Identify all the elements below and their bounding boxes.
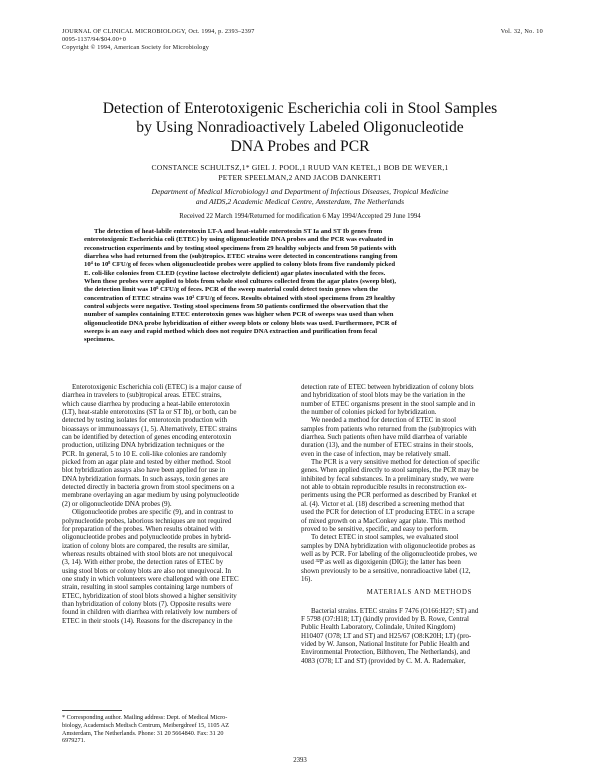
footnote-divider xyxy=(62,710,122,711)
body-line: for preparation of the probes. When results obtained with xyxy=(62,524,223,533)
authors-line: PETER SPEELMAN,2 AND JACOB DANKERT1 xyxy=(218,173,382,182)
affiliations xyxy=(60,187,540,207)
body-line: the number of colonies picked for hybridization. xyxy=(301,408,437,417)
methods-line: Environmental Protection, Bilthoven, The Netherlands), and xyxy=(301,648,470,657)
body-line: found in children with diarrhea with relatively low numbers of xyxy=(62,608,238,617)
abstract-line: the detection limit was 10⁶ CFU/g of feces. PCR of the sweep material could detect toxin genes when the xyxy=(84,286,379,294)
body-line: al. (4). Victor et al. (18) described a screening method that xyxy=(301,499,465,508)
body-line: polynucleotide probes, laborious techniques are not required xyxy=(62,516,232,525)
journal-citation: JOURNAL OF CLINICAL MICROBIOLOGY, Oct. 1994, p. 2393–2397 xyxy=(62,28,255,35)
issn-line: 0095-1137/94/$04.00+0 xyxy=(62,36,127,43)
body-line: detected by testing isolates for enterotoxin production with xyxy=(62,416,228,425)
abstract-line: specimens. xyxy=(84,336,115,344)
page-number: 2393 xyxy=(293,757,307,764)
body-line: DNA hybridization formats. In such assays, toxin genes are xyxy=(62,474,229,483)
body-line: blot hybridization assays also have been applied for use in xyxy=(62,466,226,475)
abstract-line: oligonucleotide DNA probe hybridization of either sweep blots or colony blots was used. Furthermore, PCR of xyxy=(84,319,397,327)
abstract xyxy=(84,228,520,345)
body-line: samples by DNA hybridization with oligonucleotide probes as xyxy=(301,541,476,550)
received-dates: Received 22 March 1994/Returned for modification 6 May 1994/Accepted 29 June 1994 xyxy=(179,213,421,220)
affiliation-line: Department of Medical Microbiology1 and Department of Infectious Diseases, Tropical Medicine xyxy=(151,187,449,196)
footnote-line: * Corresponding author. Mailing address: Dept. of Medical Micro- xyxy=(62,714,228,721)
authors-line: CONSTANCE SCHULTSZ,1* GIEL J. POOL,1 RUUD VAN KETEL,1 BOB DE WEVER,1 xyxy=(151,163,449,172)
body-line: oligonucleotide probes and polynucleotide probes in hybrid- xyxy=(62,533,232,542)
body-line: Enterotoxigenic Escherichia coli (ETEC) is a major cause of xyxy=(72,383,242,391)
body-line: and hybridization of stool blots may be the variation in the xyxy=(301,391,466,400)
abstract-line: When these probes were applied to blots from whole stool cultures collected from the agar plates (sweep blot), xyxy=(84,278,397,286)
methods-line: Bacterial strains. ETEC strains F 7476 (O166:H27; ST) and xyxy=(311,606,479,615)
body-line: even in the case of infection, may be relatively small. xyxy=(301,449,451,458)
body-line: inhibited by fecal substances. In a preliminary study, we were xyxy=(301,474,474,483)
abstract-line: The detection of heat-labile enterotoxin LT-A and heat-stable enterotoxin ST Ia and ST Ib genes from xyxy=(94,228,383,235)
abstract-line: concentration of ETEC strains was 10² CFU/g of feces. Results obtained with stool specimens from 29 healthy xyxy=(84,294,396,302)
footnote-line: 6979271. xyxy=(62,737,86,745)
body-line: shown previously to be a sensitive, nonradioactive label (12, xyxy=(301,566,471,575)
body-line: picked from an agar plate and tested by either method. Stool xyxy=(62,458,231,467)
body-line: ETEC, hybridization of stool blots showed a higher sensitivity xyxy=(62,591,237,600)
body-column-right xyxy=(301,383,538,665)
title-line: DNA Probes and PCR xyxy=(230,138,370,155)
body-line: periments using the PCR performed as described by Frankel et xyxy=(301,491,477,500)
body-line: strain, resulting in stool samples containing large numbers of xyxy=(62,583,233,592)
body-line: To detect ETEC in stool samples, we evaluated stool xyxy=(311,533,459,542)
body-line: detection rate of ETEC between hybridization of colony blots xyxy=(301,383,474,391)
abstract-line: control subjects were negative. Testing stool specimens from 50 patients confirmed the observation that the xyxy=(84,303,389,311)
body-line: diarrhea in travelers to (sub)tropical areas. ETEC strains, xyxy=(62,391,222,400)
section-heading: MATERIALS AND METHODS xyxy=(366,589,473,597)
affiliation-line: and AIDS,2 Academic Medical Centre, Amsterdam, The Netherlands xyxy=(195,197,405,206)
body-column-left xyxy=(62,383,299,625)
body-line: well as by PCR. For labeling of the oligonucleotide probes, we xyxy=(301,549,478,558)
methods-line: 4083 (O78; LT and ST) (provided by C. M. A. Rademaker, xyxy=(301,656,466,665)
body-line: samples from patients who returned from the (sub)tropics with xyxy=(301,424,477,433)
body-line: one study in which volunteers were challenged with one ETEC xyxy=(62,574,239,583)
body-line: 16). xyxy=(301,574,313,583)
body-line: not able to obtain reproducible results in reconstruction ex- xyxy=(301,483,467,492)
footnote-line: Amsterdam, The Netherlands. Phone: 31 20 5664840. Fax: 31 20 xyxy=(62,729,224,737)
body-line: can be identified by detection of genes encoding enterotoxin xyxy=(62,433,232,442)
copyright-line: Copyright © 1994, American Society for Microbiology xyxy=(62,44,210,51)
body-line: genes. When applied directly to stool samples, the PCR may be xyxy=(301,466,479,475)
abstract-line: 10⁴ to 10⁸ CFU/g of feces when oligonucleotide probes were applied to colony blots from five randomly picked xyxy=(84,261,396,269)
body-line: using stool blots or colony blots are also not unequivocal. In xyxy=(62,566,231,575)
journal-header xyxy=(62,28,255,52)
body-line: used ³²P as well as digoxigenin (DIG); the latter has been xyxy=(301,558,461,567)
methods-line: vided by W. Janson, National Institute for Public Health and xyxy=(301,639,470,648)
abstract-line: number of samples containing ETEC enterotoxin genes was higher when PCR of sweeps was used than when xyxy=(84,311,394,319)
body-line: Oligonucleotide probes are specific (9), and in contrast to xyxy=(72,508,234,517)
volume-label: Vol. 32, No. 10 xyxy=(500,28,543,35)
author-list xyxy=(60,163,540,183)
abstract-line: reconstruction experiments and by testing stool specimens from 29 healthy subjects and from 50 patients with xyxy=(84,244,397,252)
body-line: than hybridization of colony blots (7). Opposite results were xyxy=(62,599,231,608)
abstract-line: diarrhea who had returned from the (sub)tropics. ETEC strains were detected in concentrations ranging from xyxy=(84,253,398,261)
title-line: by Using Nonradioactively Labeled Oligonucleotide xyxy=(136,119,464,136)
body-line: (2) or oligonucleotide DNA probes (9). xyxy=(62,499,172,508)
body-line: detected directly in bacteria grown from stool specimens on a xyxy=(62,483,235,492)
methods-line: Public Health Laboratory, Colindale, United Kingdom) xyxy=(301,623,456,632)
body-line: diarrhea. Such patients often have mild diarrhea of variable xyxy=(301,433,468,442)
body-line: We needed a method for detection of ETEC in stool xyxy=(311,416,457,425)
body-line: used the PCR for detection of LT producing ETEC in a scrape xyxy=(301,508,475,517)
body-line: membrane overlaying an agar medium by using polynucleotide xyxy=(62,491,240,500)
methods-line: F 5798 (O7:H18; LT) (kindly provided by B. Rowe, Central xyxy=(301,614,469,623)
body-line: ETEC in their stools (14). Reasons for the discrepancy in the xyxy=(62,616,233,625)
body-line: number of ETEC organisms present in the stool sample and in xyxy=(301,399,476,408)
body-line: bioassays or immunoassays (1, 5). Alternatively, ETEC strains xyxy=(62,424,237,433)
abstract-line: sweeps is an easy and rapid method which does not require DNA extraction and purification from fecal xyxy=(84,328,378,336)
body-line: (LT), heat-stable enterotoxins (ST Ia or ST Ib), or both, can be xyxy=(62,408,237,417)
footnote-line: biology, Academisch Medisch Centrum, Meibergdreef 15, 1105 AZ xyxy=(62,721,229,729)
body-line: duration (13), and the number of ETEC strains in their stools, xyxy=(301,441,474,450)
body-line: PCR. In general, 5 to 10 E. coli-like colonies are randomly xyxy=(62,449,227,458)
article-title xyxy=(60,99,540,156)
body-line: whereas results obtained with stool blots are not unequivocal xyxy=(62,549,233,558)
abstract-line: enterotoxigenic Escherichia coli (ETEC) by using oligonucleotide DNA probes and the PCR was evaluated in xyxy=(84,236,394,244)
body-line: production, utilizing DNA hybridization techniques or the xyxy=(62,441,225,450)
body-line: The PCR is a very sensitive method for detection of specific xyxy=(311,458,480,467)
body-line: proved to be sensitive, specific, and easy to perform. xyxy=(301,524,449,533)
methods-line: H10407 (O78; LT and ST) and H25/67 (O8:K20H; LT) (pro- xyxy=(301,631,472,640)
abstract-line: E. coli-like colonies from CLED (cystine lactose electrolyte deficient) agar plates inoculated with the feces. xyxy=(84,269,386,277)
corresponding-author-footnote xyxy=(62,714,299,745)
body-line: which cause diarrhea by producing a heat-labile enterotoxin xyxy=(62,399,230,408)
body-line: ization of colony blots are compared, the results are similar, xyxy=(62,541,230,550)
title-line: Detection of Enterotoxigenic Escherichia coli in Stool Samples xyxy=(102,100,498,117)
body-line: (3, 14). With either probe, the detection rates of ETEC by xyxy=(62,558,224,567)
body-line: of mixed growth on a MacConkey agar plate. This method xyxy=(301,516,465,525)
